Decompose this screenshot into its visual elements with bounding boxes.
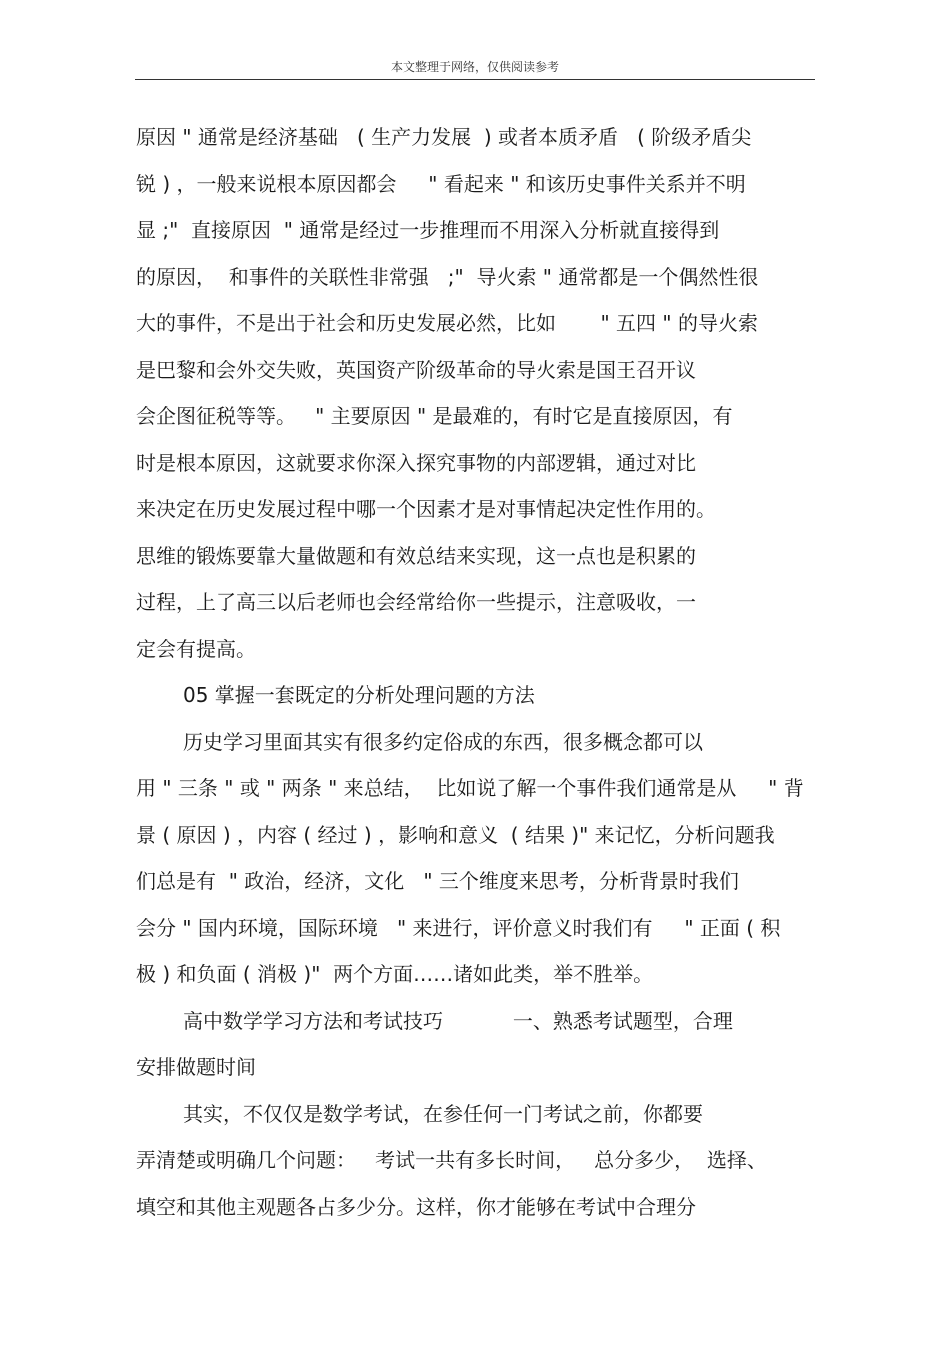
text-line: 过程，上了高三以后老师也会经常给你一些提示，注意吸收，一 (136, 590, 696, 614)
text-line: 显 ;" 直接原因 " 通常是经过一步推理而不用深入分析就直接得到 (136, 218, 720, 242)
text-line: 填空和其他主观题各占多少分。这样，你才能够在考试中合理分 (136, 1194, 696, 1219)
text-line: 锐 ) ，一般来说根本原因都会 " 看起来 " 和该历史事件关系并不明 (136, 171, 746, 196)
text-line: 安排做题时间 (136, 1055, 256, 1079)
text-line: 会企图征税等等。 " 主要原因 " 是最难的，有时它是直接原因，有 (136, 404, 733, 428)
text-line: 极 ) 和负面 ( 消极 )" 两个方面……诸如此类，举不胜举。 (136, 962, 654, 986)
document-body (136, 114, 826, 1230)
header-divider (135, 79, 815, 80)
text-line: 原因 " 通常是经济基础 ( 生产力发展 ) 或者本质矛盾 ( 阶级矛盾尖 (136, 125, 752, 149)
text-line: 用 " 三条 " 或 " 两条 " 来总结， 比如说了解一个事件我们通常是从 " 背 (136, 776, 804, 800)
text-line: 是巴黎和会外交失败，英国资产阶级革命的导火索是国王召开议 (136, 357, 696, 382)
text-line: 会分 " 国内环境，国际环境 " 来进行，评价意义时我们有 " 正面 ( 积 (136, 915, 781, 940)
section-heading: 05 掌握一套既定的分析处理问题的方法 (183, 683, 535, 707)
text-line: 来决定在历史发展过程中哪一个因素才是对事情起决定性作用的。 (136, 497, 716, 521)
text-line: 们总是有 " 政治，经济，文化 " 三个维度来思考，分析背景时我们 (136, 869, 739, 893)
text-line: 历史学习里面其实有很多约定俗成的东西，很多概念都可以 (183, 729, 703, 754)
text-line: 定会有提高。 (136, 636, 256, 661)
section-heading: 高中数学学习方法和考试技巧 一、熟悉考试题型，合理 (183, 1008, 733, 1033)
text-line: 景 ( 原因 ) ，内容 ( 经过 ) ，影响和意义 ( 结果 )" 来记忆，分析问题我 (136, 822, 775, 847)
text-line: 思维的锻炼要靠大量做题和有效总结来实现，这一点也是积累的 (136, 543, 696, 568)
text-line: 大的事件，不是出于社会和历史发展必然，比如 " 五四 " 的导火索 (136, 311, 758, 335)
text-line: 弄清楚或明确几个问题： 考试一共有多长时间， 总分多少， 选择、 (136, 1148, 767, 1172)
text-line: 时是根本原因，这就要求你深入探究事物的内部逻辑，通过对比 (136, 450, 696, 475)
text-line: 的原因， 和事件的关联性非常强 ;" 导火索 " 通常都是一个偶然性很 (136, 264, 759, 289)
text-line: 其实，不仅仅是数学考试，在参任何一门考试之前，你都要 (183, 1101, 703, 1126)
page-header-note: 本文整理于网络，仅供阅读参考 (390, 60, 559, 74)
